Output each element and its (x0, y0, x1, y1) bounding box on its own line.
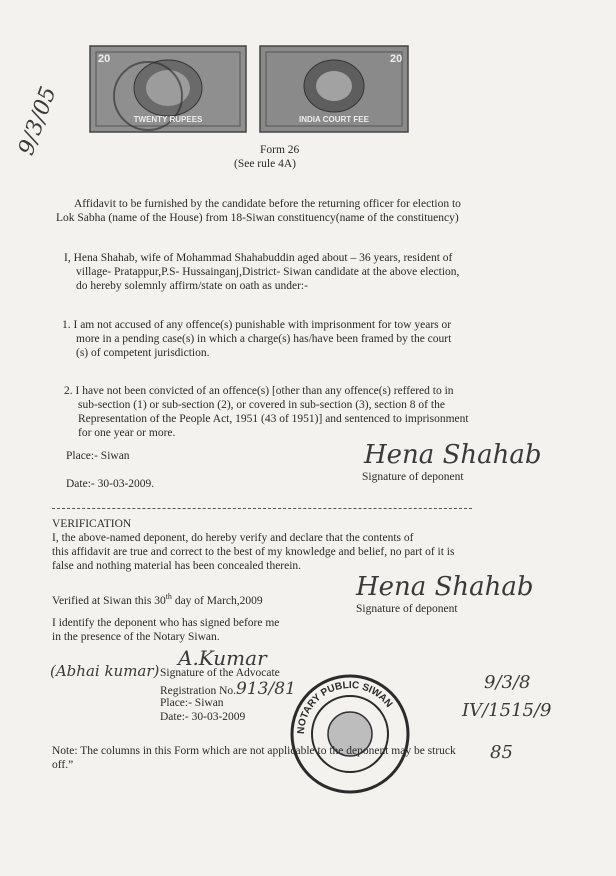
stamp-left-caption: TWENTY RUPEES (133, 115, 203, 124)
declarant-line-3: do hereby solemnly affirm/state on oath as under:- (76, 280, 308, 292)
declarant-line-1: I, Hena Shahab, wife of Mohammad Shahabuddin aged about – 36 years, resident of (64, 252, 453, 264)
form-number: Form 26 (260, 144, 300, 156)
signature-label-2: Signature of deponent (356, 603, 458, 615)
date-field: Date:- 30-03-2009. (66, 478, 155, 490)
stamp-paper-left (88, 44, 248, 134)
declarant-line-2: village- Pratappur,P.S- Hussainganj,District- Siwan candidate at the above election, (76, 266, 460, 278)
margin-note-register: IV/1515/9 (462, 700, 552, 721)
deponent-signature-2: Hena Shahab (356, 572, 534, 602)
registration-prefix: Registration No. (160, 685, 237, 697)
registration-number: 913/81 (236, 679, 296, 699)
verification-line-3: false and nothing material has been concealed therein. (52, 560, 302, 572)
margin-note-page-number: 85 (490, 742, 513, 763)
advocate-place: Place:- Siwan (160, 697, 224, 709)
notary-seal (288, 672, 412, 796)
verified-suffix: day of March,2009 (171, 594, 263, 607)
place-field: Place:- Siwan (66, 450, 130, 462)
advocate-handwritten-sign: A.Kumar (178, 646, 267, 670)
stamp-paper-right (258, 44, 410, 134)
identification-line-1: I identify the deponent who has signed before me (52, 617, 280, 629)
section-divider (52, 508, 472, 509)
verification-heading: VERIFICATION (52, 518, 132, 530)
intro-line-1: Affidavit to be furnished by the candidate before the returning officer for election to (74, 198, 461, 210)
deponent-signature-1: Hena Shahab (364, 440, 542, 470)
form-rule: (See rule 4A) (234, 158, 296, 170)
clause-1-line-3: (s) of competent jurisdiction. (76, 347, 210, 359)
signature-label-1: Signature of deponent (362, 471, 464, 483)
clause-2-line-1: 2. I have not been convicted of an offence(s) [other than any offence(s) reffered to in (64, 385, 454, 397)
clause-1-line-1: 1. I am not accused of any offence(s) punishable with imprisonment for tow years or (62, 319, 452, 331)
margin-note-date: 9/3/8 (484, 672, 531, 693)
note-line-2: off.” (52, 759, 74, 771)
verified-sup: th (165, 592, 172, 601)
intro-line-2: Lok Sabha (name of the House) from 18-Siwan constituency(name of the constituency) (56, 212, 459, 224)
note-line-1: Note: The columns in this Form which are not applicable to the deponent may be struck (52, 745, 456, 757)
stamp-right-value: 20 (390, 53, 403, 65)
advocate-date: Date:- 30-03-2009 (160, 711, 246, 723)
verification-line-1: I, the above-named deponent, do hereby verify and declare that the contents of (52, 532, 414, 544)
advocate-handwritten-name: (Abhai kumar) (50, 662, 160, 680)
stamp-right-caption: INDIA COURT FEE (299, 115, 369, 124)
stamp-left-value: 20 (98, 53, 111, 65)
clause-2-line-4: for one year or more. (78, 427, 176, 439)
clause-2-line-3: Representation of the People Act, 1951 (43 of 1951)] and sentenced to imprisonment (78, 413, 469, 425)
verified-at-line (52, 590, 263, 608)
identification-line-2: in the presence of the Notary Siwan. (52, 631, 220, 643)
advocate-signature-label: Signature of the Advocate (160, 667, 280, 679)
clause-2-line-2: sub-section (1) or sub-section (2), or covered in sub-section (3), section 8 of the (78, 399, 445, 411)
verification-line-2: this affidavit are true and correct to the best of my knowledge and belief, no part of it is (52, 546, 455, 558)
notary-seal-text: NOTARY PUBLIC SIWAN (295, 679, 395, 735)
clause-1-line-2: more in a pending case(s) in which a charge(s) has/have been framed by the court (76, 333, 452, 345)
margin-note-top-left: 9/3/05 (14, 83, 62, 159)
verified-prefix: Verified at Siwan this 30 (52, 594, 166, 607)
